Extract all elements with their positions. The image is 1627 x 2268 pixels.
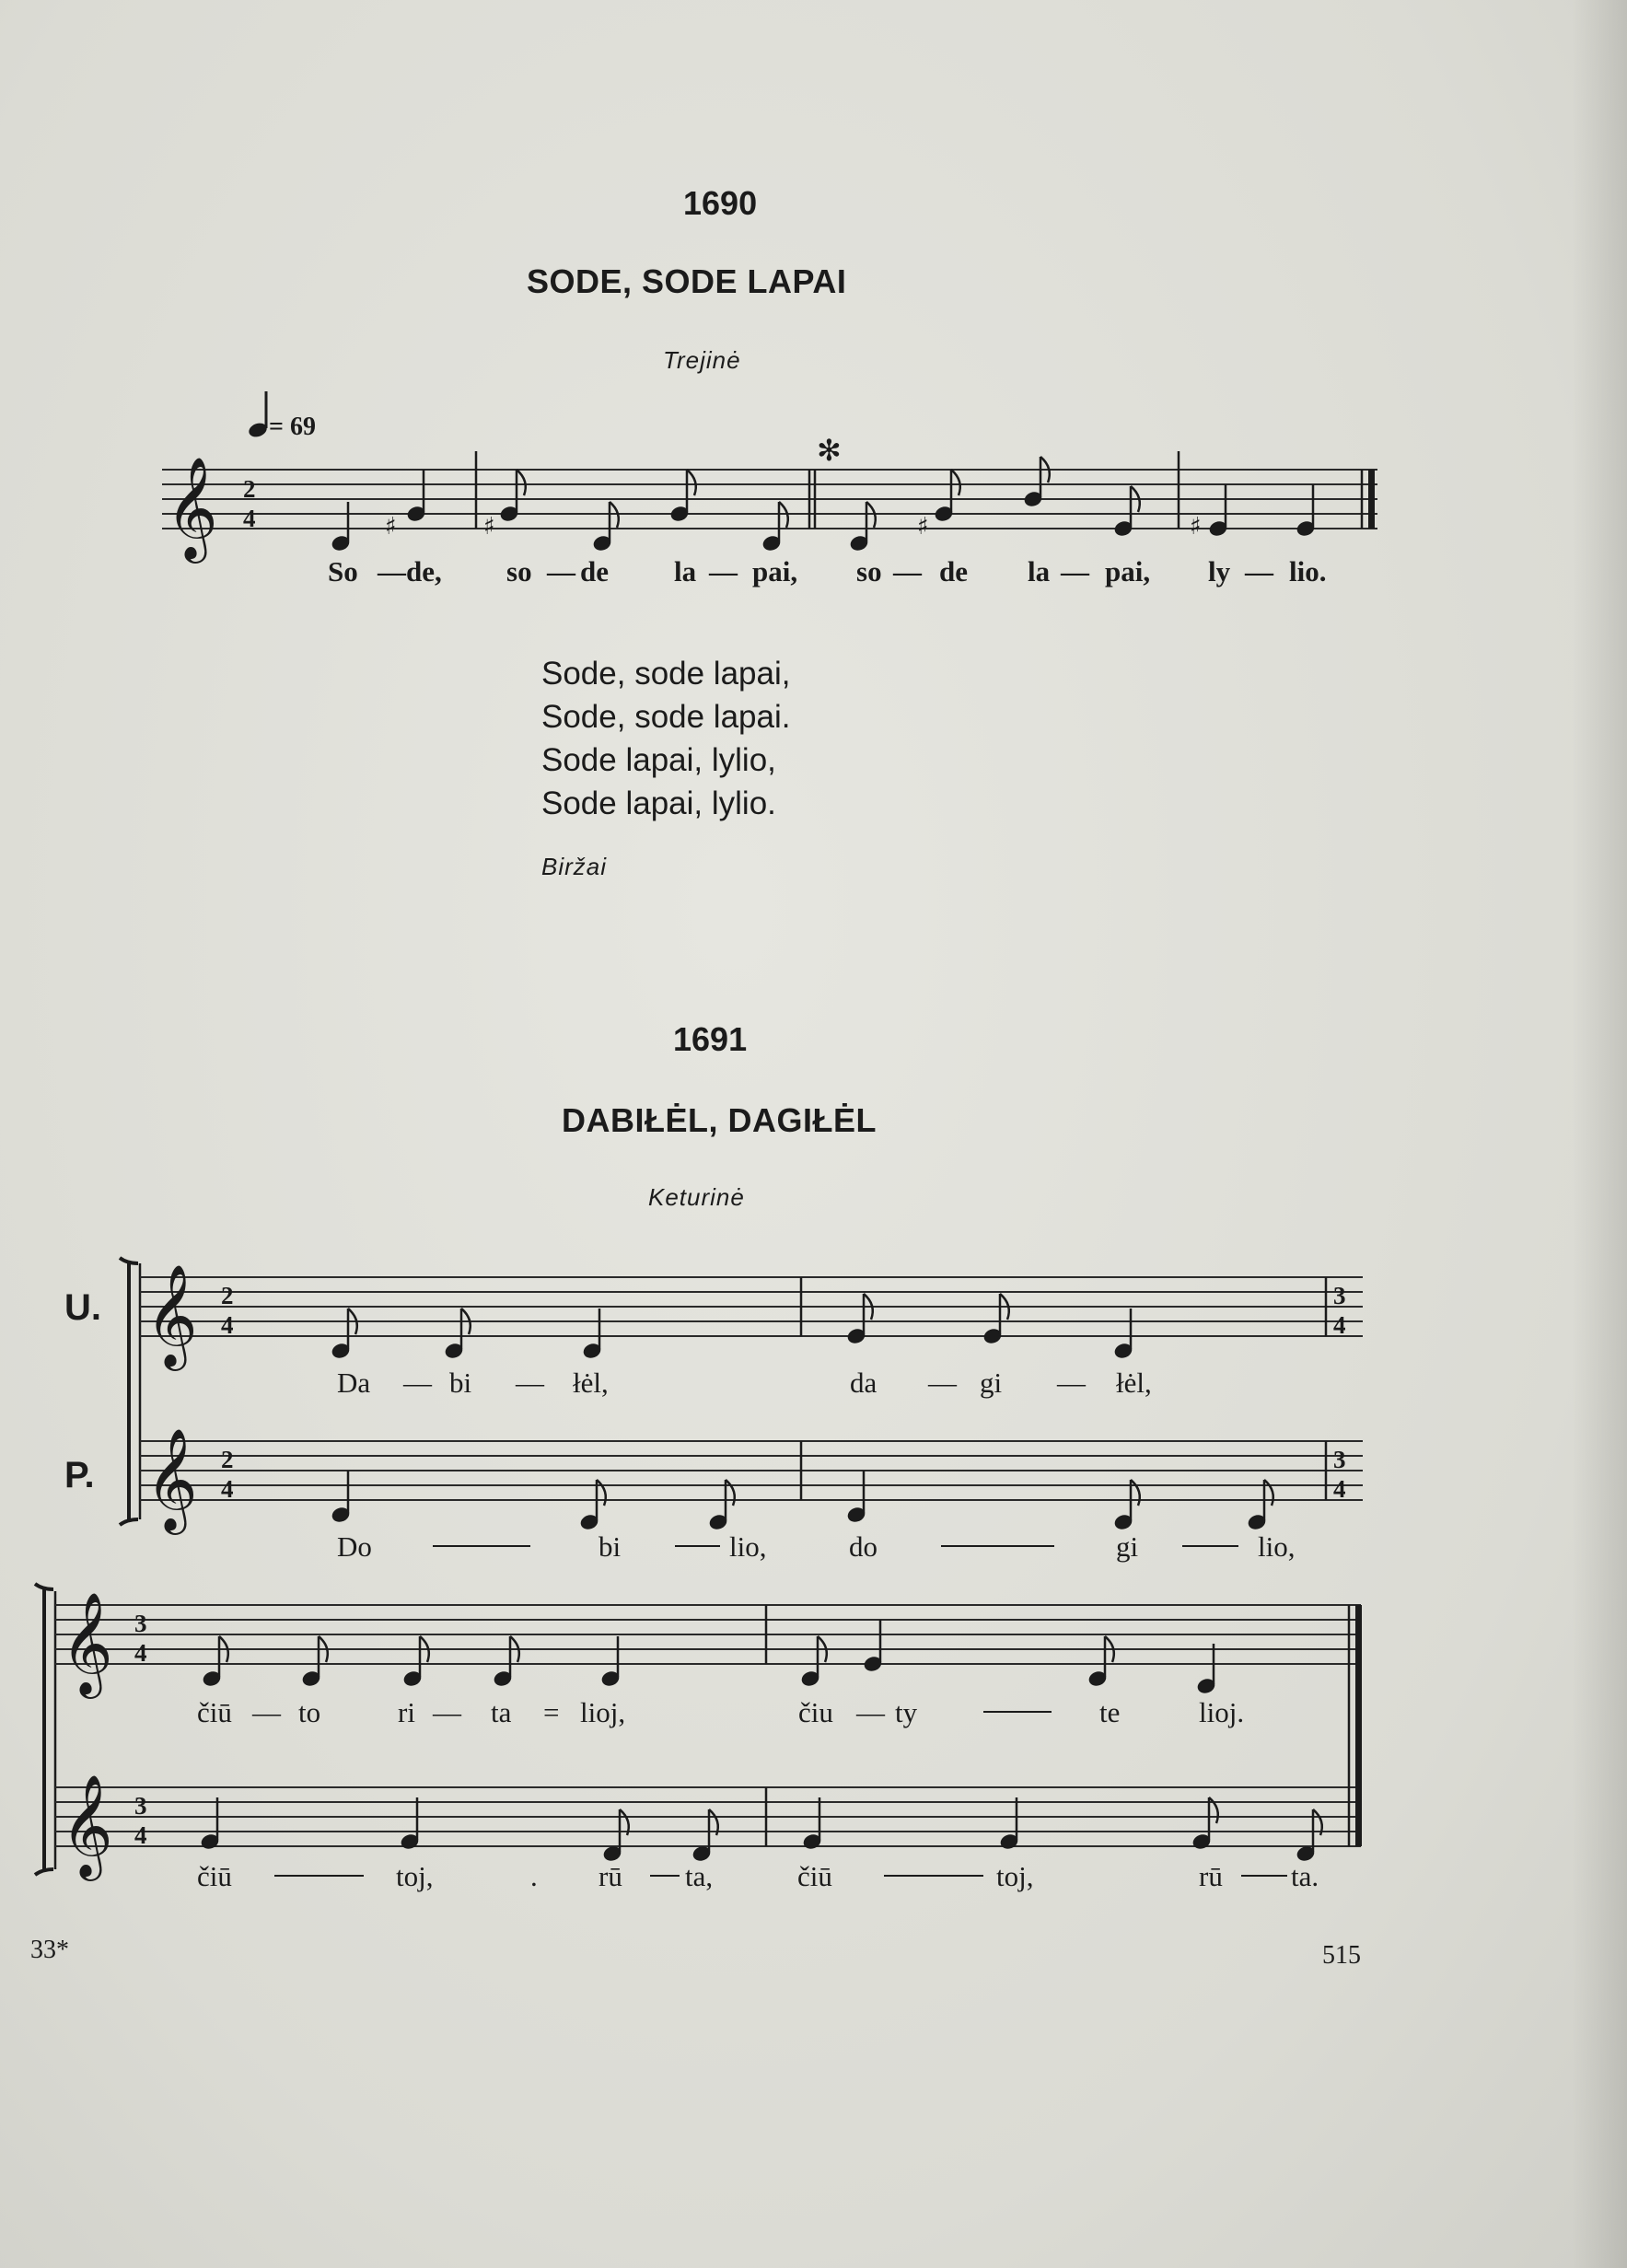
verse-line: Sode, sode lapai. (541, 699, 791, 735)
syllable: So (328, 555, 358, 587)
time-signature-bottom: 4 (243, 505, 256, 532)
svg-text:—: — (1057, 1367, 1086, 1399)
tempo-marking (247, 391, 316, 441)
svg-text:=: = (543, 1696, 560, 1728)
syllable: ta (491, 1696, 512, 1728)
svg-text:—: — (928, 1367, 957, 1399)
final-barline (1368, 470, 1375, 529)
syllable: ta. (1291, 1860, 1319, 1892)
time-signature-top: 2 (221, 1446, 234, 1473)
syllable: te (1099, 1696, 1121, 1728)
syllable: so (506, 555, 532, 587)
syllable: toj, (396, 1860, 434, 1892)
lyrics-upper-2 (197, 1696, 1244, 1728)
syllable: ta, (685, 1860, 714, 1892)
lyrics-upper-1 (337, 1367, 1152, 1399)
verse-line: Sode lapai, lylio, (541, 742, 776, 778)
syllable: ty (895, 1696, 918, 1728)
treble-clef-icon: 𝄞 (145, 1263, 198, 1367)
syllable: lio, (1258, 1530, 1296, 1563)
lyrics-lower-2 (197, 1860, 1319, 1892)
time-signature-top: 3 (134, 1610, 147, 1637)
svg-text:—: — (709, 555, 738, 587)
notes-upper (202, 1620, 1216, 1695)
syllable: de (939, 555, 968, 587)
song-title: DABIŁĖL, DAGIŁĖL (562, 1101, 877, 1139)
syllable: łėl, (1116, 1367, 1152, 1399)
syllable: čiu (798, 1696, 833, 1728)
syllable: łėl, (573, 1367, 609, 1399)
time-signature-top: 3 (1333, 1282, 1346, 1309)
barlines (766, 1605, 1349, 1846)
treble-clef-icon: 𝄞 (145, 1427, 198, 1530)
song-number: 1690 (683, 184, 758, 222)
syllable: do (849, 1530, 877, 1563)
verse-block (541, 652, 790, 825)
syllable: de (580, 555, 609, 587)
svg-text:.: . (530, 1860, 538, 1892)
song-type: Trejinė (663, 346, 741, 374)
svg-text:—: — (893, 555, 922, 587)
time-signature-top: 2 (221, 1282, 234, 1309)
syllable: toj, (996, 1860, 1034, 1892)
score-1690 (0, 0, 1627, 645)
syllable: lioj. (1199, 1696, 1245, 1728)
treble-clef-icon: 𝄞 (61, 1774, 113, 1877)
syllable: da (850, 1367, 877, 1399)
verse-line: Sode lapai, lylio. (541, 785, 776, 821)
page-number: 515 (1322, 1941, 1361, 1970)
final-barline (1355, 1605, 1362, 1846)
svg-text:♯: ♯ (385, 513, 397, 541)
time-signature-bottom: 4 (1333, 1475, 1346, 1503)
svg-text:♯: ♯ (1190, 513, 1202, 541)
svg-text:—: — (856, 1696, 885, 1728)
syllable: gi (980, 1367, 1003, 1399)
syllable: čiū (797, 1860, 832, 1892)
syllable: čiū (197, 1696, 232, 1728)
time-signature-top: 2 (243, 475, 256, 503)
svg-text:—: — (516, 1367, 544, 1399)
lyrics-lower-1 (337, 1530, 1295, 1563)
marker-icon: ✻ (817, 433, 842, 468)
song-number: 1691 (673, 1020, 748, 1058)
time-signature-bottom: 4 (221, 1311, 234, 1339)
svg-text:—: — (1245, 555, 1273, 587)
voice-label-lower: P. (64, 1455, 95, 1495)
svg-text:—: — (433, 1696, 461, 1728)
svg-text:♯: ♯ (483, 513, 495, 541)
syllable: lio. (1289, 555, 1327, 587)
tempo-text: = 69 (269, 413, 316, 441)
time-signature-bottom: 4 (221, 1475, 234, 1503)
svg-text:—: — (403, 1367, 432, 1399)
syllable: čiū (197, 1860, 232, 1892)
system-bracket (120, 1258, 138, 1525)
staff (140, 1277, 1363, 1500)
signature-mark: 33* (30, 1936, 69, 1964)
lyrics-1690 (328, 555, 1326, 587)
syllable: rū (1199, 1860, 1223, 1892)
notes (331, 457, 1316, 552)
svg-text:—: — (547, 555, 575, 587)
syllable: la (1028, 555, 1051, 587)
syllable: lioj, (580, 1696, 626, 1728)
score-1691 (0, 1234, 1627, 1906)
syllable: de, (406, 555, 442, 587)
system-bracket (35, 1584, 53, 1875)
time-signature-bottom: 4 (134, 1639, 147, 1667)
syllable: to (298, 1696, 321, 1728)
syllable: rū (599, 1860, 622, 1892)
syllable: pai, (752, 555, 798, 587)
svg-text:—: — (252, 1696, 281, 1728)
syllable: ri (398, 1696, 415, 1728)
treble-clef-icon: 𝄞 (61, 1591, 113, 1694)
syllable: Do (337, 1530, 372, 1563)
time-signature-top: 3 (134, 1792, 147, 1820)
syllable: pai, (1105, 555, 1151, 587)
notes-upper (331, 1294, 1133, 1360)
voice-label-upper: U. (64, 1287, 101, 1328)
syllable: bi (449, 1367, 472, 1399)
song-title: SODE, SODE LAPAI (527, 262, 847, 300)
syllable: so (856, 555, 882, 587)
song-type: Keturinė (648, 1183, 745, 1211)
place-of-recording: Biržai (541, 853, 608, 880)
syllable: gi (1116, 1530, 1139, 1563)
syllable: Da (337, 1367, 371, 1399)
syllable: lio, (729, 1530, 767, 1563)
syllable: la (674, 555, 697, 587)
treble-clef-icon: 𝄞 (166, 456, 218, 559)
verse-line: Sode, sode lapai, (541, 656, 791, 692)
time-signature-bottom: 4 (1333, 1311, 1346, 1339)
svg-text:—: — (1061, 555, 1089, 587)
time-signature-bottom: 4 (134, 1821, 147, 1849)
syllable: ly (1208, 555, 1231, 587)
time-signature-top: 3 (1333, 1446, 1346, 1473)
svg-text:♯: ♯ (917, 513, 929, 541)
notes-lower (200, 1797, 1322, 1863)
svg-text:—: — (378, 555, 406, 587)
syllable: bi (599, 1530, 622, 1563)
